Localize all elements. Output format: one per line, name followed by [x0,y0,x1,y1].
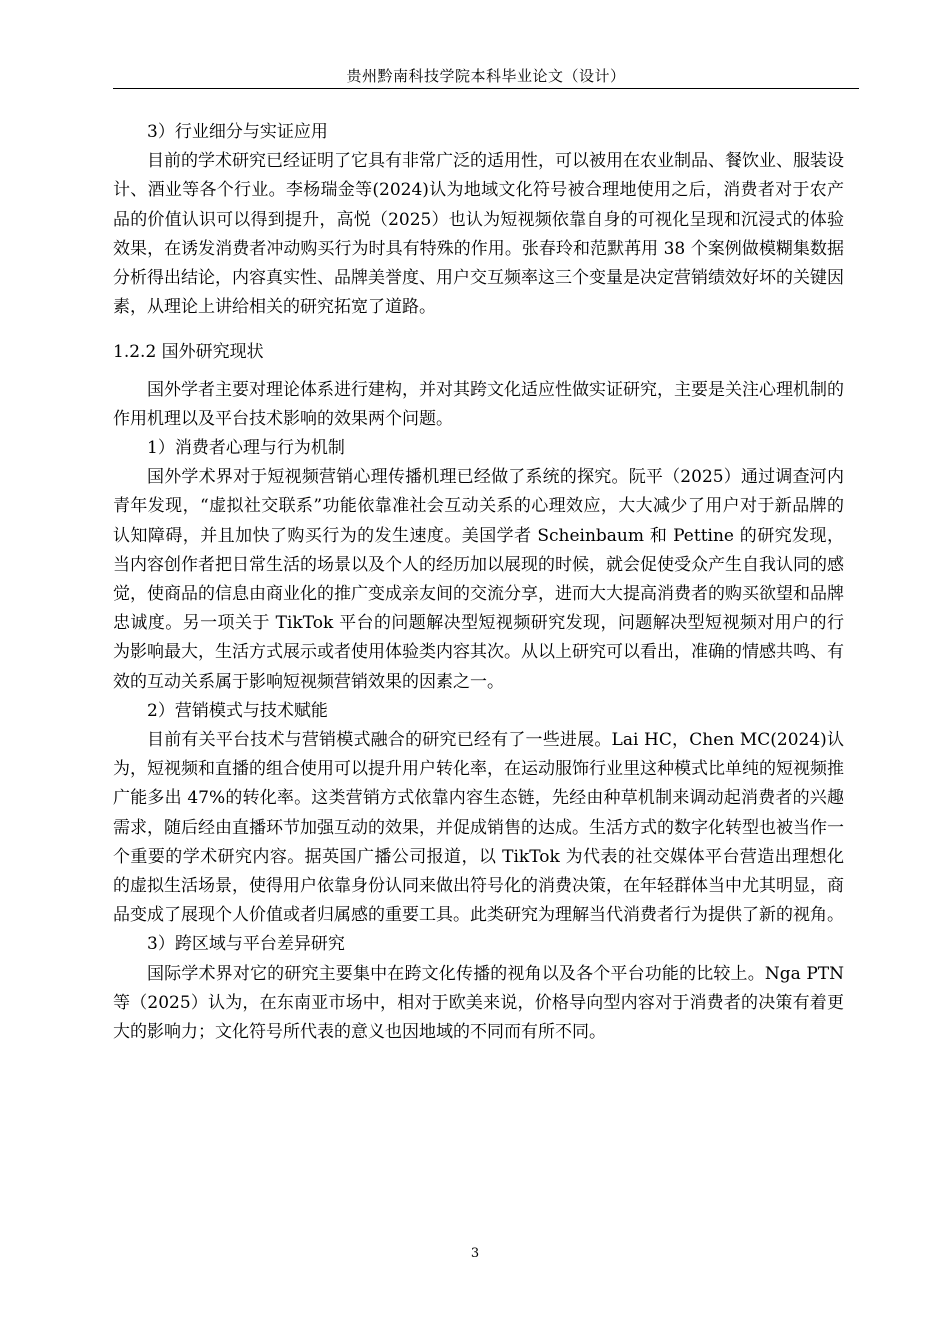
sub-heading-consumer-psychology: 1）消费者心理与行为机制 [147,438,345,459]
sub-heading-marketing-model: 2）营销模式与技术赋能 [147,700,328,721]
page-number: 3 [470,1246,480,1261]
paragraph-foreign-overview: 国外学者主要对理论体系进行建构，并对其跨文化适应性做实证研究，主要是关注心理机制的作用机理以及平台技术影响的效果两个问题。 [113,379,844,429]
header-title: 贵州黔南科技学院本科毕业论文（设计） [346,67,626,85]
section-heading-foreign-research: 1.2.2 国外研究现状 [113,342,264,363]
sub-heading-industry: 3）行业细分与实证应用 [147,122,328,142]
sub-heading-cross-region: 3）跨区域与平台差异研究 [147,934,345,955]
paragraph-cross-region: 国际学术界对它的研究主要集中在跨文化传播的视角以及各个平台功能的比较上。Nga PTN 等（2025）认为，在东南亚市场中，相对于欧美来说，价格导向型内容对于消费者的决策有着更大的影响力；文化符号所代表的意义也因地域的不同而有所不同。 [113,963,844,1043]
page-header [113,64,859,89]
paragraph-consumer-psychology: 国外学术界对于短视频营销心理传播机理已经做了系统的探究。阮平（2025）通过调查河内青年发现，“虚拟社交联系”功能依靠准社会互动关系的心理效应，大大减少了用户对于新品牌的认知障碍，并且加快了购买行为的发生速度。美国学者 Scheinbaum 和 Pettine 的研究发现，当内容创作者把日常生活的场景以及个人的经历加以展现的时候，就会促使受众产生自我认同的感觉，使商品的信息由商业化的推广变成亲友间的交流分享，进而大大提高消费者的购买欲望和品牌忠诚度。另一项关于 TikTok 平台的问题解决型短视频研究发现，问题解决型短视频对用户的行为影响最大，生活方式展示或者使用体验类内容其次。从以上研究可以看出，准确的情感共鸣、有效的互动关系属于影响短视频营销效果的因素之一。 [113,467,844,692]
paper-body [113,118,844,1047]
paragraph-industry-application: 目前的学术研究已经证明了它具有非常广泛的适用性，可以被用在农业制品、餐饮业、服装设计、酒业等各个行业。李杨瑞金等(2024)认为地域文化符号被合理地使用之后，消费者对于农产品的价值认识可以得到提升，高悦（2025）也认为短视频依靠自身的可视化呈现和沉浸式的体验效果，在诱发消费者冲动购买行为时具有特殊的作用。张春玲和范默苒用 38 个案例做模糊集数据分析得出结论，内容真实性、品牌美誉度、用户交互频率这三个变量是决定营销绩效好坏的关键因素，从理论上讲给相关的研究拓宽了道路。 [113,151,844,318]
paragraph-marketing-model: 目前有关平台技术与营销模式融合的研究已经有了一些进展。Lai HC，Chen MC(2024)认为，短视频和直播的组合使用可以提升用户转化率，在运动服饰行业里这种模式比单纯的短视频推广能多出 47%的转化率。这类营销方式依靠内容生态链，先经由种草机制来调动起消费者的兴趣需求，随后经由直播环节加强互动的效果，并促成销售的达成。生活方式的数字化转型也被当作一个重要的学术研究内容。据英国广播公司报道，以 TikTok 为代表的社交媒体平台营造出理想化的虚拟生活场景，使得用户依靠身份认同来做出符号化的消费决策，在年轻群体当中尤其明显，商品变成了展现个人价值或者归属感的重要工具。此类研究为理解当代消费者行为提供了新的视角。 [113,730,844,926]
